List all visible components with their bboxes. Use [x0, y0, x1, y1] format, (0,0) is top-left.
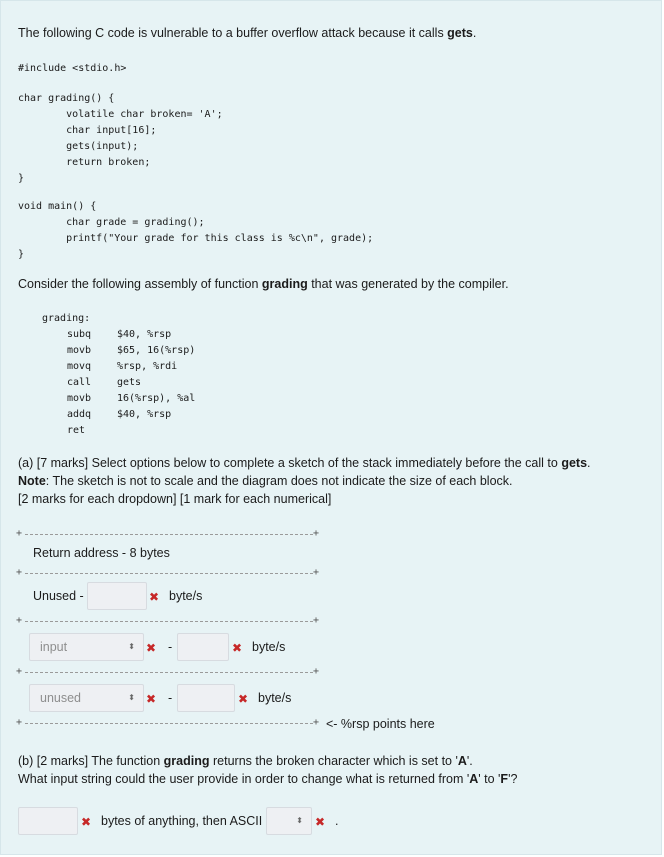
- stack-corner: +: [313, 567, 320, 578]
- code-grading-function: char grading() { volatile char broken= 'A'; char input[16]; gets(input); return broken; }: [18, 93, 223, 184]
- asm-op: subq: [67, 329, 92, 340]
- block1-select-value: input: [40, 640, 68, 654]
- unit-label: byte/s: [252, 640, 286, 654]
- unused-label: Unused -: [33, 589, 84, 603]
- stack-divider: [25, 723, 313, 724]
- asm-args: gets: [117, 377, 142, 388]
- asm-args: $40, %rsp: [117, 409, 172, 420]
- part-b-line1: (b) [2 marks] The function grading returns the broken character which is set to 'A'.: [18, 754, 473, 768]
- intro-text: The following C code is vulnerable to a buffer overflow attack because it calls gets.: [18, 26, 477, 40]
- wrong-mark-icon: ✖: [146, 641, 157, 655]
- asm-label: grading:: [42, 313, 91, 324]
- block2-bytes-input[interactable]: [177, 684, 235, 712]
- stack-divider: [25, 534, 313, 535]
- stack-corner: +: [16, 666, 23, 677]
- block1-bytes-input[interactable]: [177, 633, 229, 661]
- asm-op: addq: [67, 409, 92, 420]
- stack-divider: [25, 573, 313, 574]
- stack-corner: +: [313, 717, 320, 728]
- wrong-mark-icon: ✖: [238, 692, 249, 706]
- answer-period: .: [335, 814, 339, 828]
- stack-corner: +: [16, 717, 23, 728]
- asm-args: 16(%rsp), %al: [117, 393, 196, 404]
- asm-op: movb: [67, 345, 92, 356]
- dash-separator: -: [168, 691, 173, 705]
- answer-text: bytes of anything, then ASCII: [101, 814, 263, 828]
- wrong-mark-icon: ✖: [149, 590, 160, 604]
- stack-corner: +: [313, 666, 320, 677]
- asm-args: %rsp, %rdi: [117, 361, 178, 372]
- unused-bytes-input[interactable]: [87, 582, 147, 610]
- select-arrow-icon: ⬍: [128, 642, 135, 651]
- wrong-mark-icon: ✖: [232, 641, 243, 655]
- asm-args: $40, %rsp: [117, 329, 172, 340]
- stack-corner: +: [16, 528, 23, 539]
- asm-op: ret: [67, 425, 86, 436]
- rsp-note: <- %rsp points here: [326, 717, 435, 731]
- block2-select[interactable]: [29, 684, 144, 712]
- stack-corner: +: [313, 528, 320, 539]
- part-a-line1: (a) [7 marks] Select options below to complete a sketch of the stack immediately before the call to gets.: [18, 456, 591, 470]
- asm-op: call: [67, 377, 92, 388]
- block2-select-value: unused: [40, 691, 82, 705]
- wrong-mark-icon: ✖: [315, 815, 326, 829]
- part-a-marks: [2 marks for each dropdown] [1 mark for each numerical]: [18, 492, 332, 506]
- code-include: #include <stdio.h>: [18, 63, 127, 74]
- dash-separator: -: [168, 640, 173, 654]
- wrong-mark-icon: ✖: [81, 815, 92, 829]
- stack-corner: +: [16, 615, 23, 626]
- return-address-label: Return address - 8 bytes: [33, 546, 170, 560]
- unit-label: byte/s: [169, 589, 203, 603]
- asm-intro-text: Consider the following assembly of function grading that was generated by the compiler.: [18, 277, 509, 291]
- anything-bytes-input[interactable]: [18, 807, 78, 835]
- stack-corner: +: [16, 567, 23, 578]
- select-arrow-icon: ⬍: [296, 816, 303, 825]
- part-b-line2: What input string could the user provide in order to change what is returned from 'A' to 'F'?: [18, 772, 518, 786]
- select-arrow-icon: ⬍: [128, 693, 135, 702]
- stack-divider: [25, 672, 313, 673]
- unit-label: byte/s: [258, 691, 292, 705]
- asm-op: movq: [67, 361, 92, 372]
- part-a-note: Note: The sketch is not to scale and the diagram does not indicate the size of each block.: [18, 474, 513, 488]
- stack-divider: [25, 621, 313, 622]
- stack-corner: +: [313, 615, 320, 626]
- ascii-char-select[interactable]: [266, 807, 312, 835]
- asm-op: movb: [67, 393, 92, 404]
- asm-args: $65, 16(%rsp): [117, 345, 196, 356]
- wrong-mark-icon: ✖: [146, 692, 157, 706]
- block1-select[interactable]: [29, 633, 144, 661]
- code-main-function: void main() { char grade = grading(); printf("Your grade for this class is %c\n", grade); }: [18, 201, 374, 260]
